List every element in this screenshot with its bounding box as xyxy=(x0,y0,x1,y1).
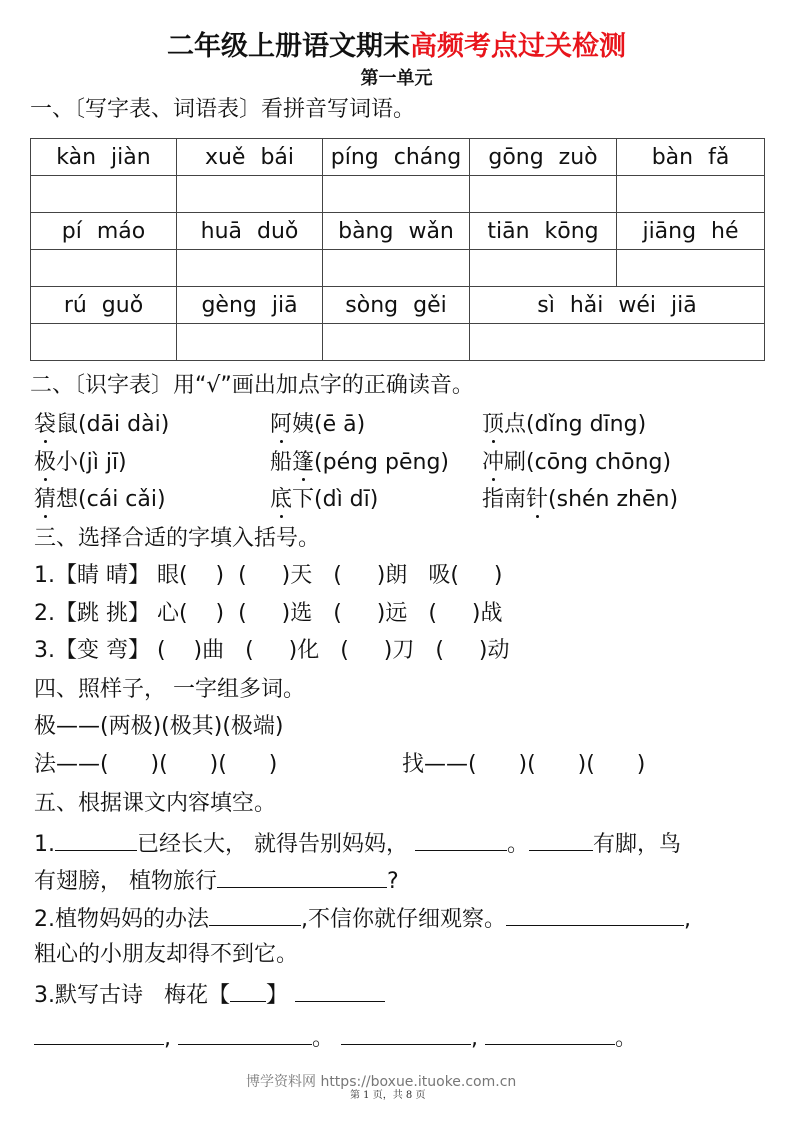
watermark: 博学资料网 https://boxue.ituoke.com.cn xyxy=(246,1074,517,1090)
fill-line-1: 1. 已经长大， 就得告别妈妈， 。 有脚，鸟 xyxy=(34,828,681,859)
dotted-char: 篷 xyxy=(292,450,315,475)
reading-item: 顶点(dǐng dīng) xyxy=(482,412,647,437)
title-red: 高频考点过关检测 xyxy=(410,31,626,62)
dotted-char: 极 xyxy=(34,450,57,475)
choice-line-2[interactable]: 2.【跳 挑】 心( ) ( )选 ( )远 ( )战 xyxy=(34,601,503,626)
reading-options[interactable]: (péng pēng) xyxy=(314,450,450,475)
unit-subtitle: 第一单元 xyxy=(360,68,433,89)
dotted-char: 顶 xyxy=(482,412,505,437)
reading-options[interactable]: (shén zhēn) xyxy=(548,487,679,512)
blank-field[interactable] xyxy=(209,903,301,926)
pinyin-cell: bàng wǎn xyxy=(323,213,470,250)
pinyin-cell: jiāng hé xyxy=(617,213,765,250)
answer-cell[interactable] xyxy=(177,324,323,361)
pinyin-row xyxy=(31,287,765,324)
pinyin-cell: xuě bái xyxy=(177,139,323,176)
poet-blank[interactable] xyxy=(230,979,266,1002)
dotted-char: 猜 xyxy=(34,487,57,512)
reading-options[interactable]: (jì jī) xyxy=(78,450,127,475)
pinyin-cell: huā duǒ xyxy=(177,213,323,250)
blank-field[interactable] xyxy=(55,828,137,851)
page-number: 第 1 页，共 8 页 xyxy=(350,1090,426,1101)
example-line: 极——(两极)(极其)(极端) xyxy=(34,714,284,739)
pinyin-cell: píng cháng xyxy=(323,139,470,176)
blank-field[interactable] xyxy=(217,865,387,888)
pinyin-row xyxy=(31,213,765,250)
answer-cell[interactable] xyxy=(617,250,765,287)
poem-lines: , 。 , 。 xyxy=(34,1022,637,1053)
pinyin-table xyxy=(30,138,765,361)
pinyin-cell: kàn jiàn xyxy=(31,139,177,176)
reading-options[interactable]: (dāi dài) xyxy=(78,412,170,437)
reading-item: 袋鼠(dāi dài) xyxy=(34,412,170,437)
fill-line-2b: 粗心的小朋友却得不到它。 xyxy=(34,942,299,967)
reading-options[interactable]: (ē ā) xyxy=(314,412,366,437)
blank-field[interactable] xyxy=(506,903,684,926)
reading-item: 阿姨(ē ā) xyxy=(270,412,366,437)
reading-options[interactable]: (cōng chōng) xyxy=(526,450,672,475)
poem-blank[interactable] xyxy=(34,1022,164,1045)
answer-cell-wide[interactable] xyxy=(470,324,765,361)
choice-line-3[interactable]: 3.【变 弯】 ( )曲 ( )化 ( )刀 ( )动 xyxy=(34,638,510,663)
answer-cell[interactable] xyxy=(31,324,177,361)
reading-item: 极小(jì jī) xyxy=(34,450,127,475)
answer-cell[interactable] xyxy=(470,250,617,287)
answer-cell[interactable] xyxy=(323,176,470,213)
fill-line-2: 2.植物妈妈的办法 ,不信你就仔细观察。 , xyxy=(34,903,691,934)
pinyin-cell: rú guǒ xyxy=(31,287,177,324)
poem-blank[interactable] xyxy=(485,1022,615,1045)
poem-blank[interactable] xyxy=(178,1022,312,1045)
reading-options[interactable]: (dǐng dīng) xyxy=(526,412,647,437)
dotted-char: 针 xyxy=(526,487,549,512)
pinyin-cell: tiān kōng xyxy=(470,213,617,250)
reading-item: 猜想(cái cǎi) xyxy=(34,487,166,512)
dynasty-blank[interactable] xyxy=(295,979,385,1002)
blank-field[interactable] xyxy=(415,828,507,851)
blank-field[interactable] xyxy=(529,828,593,851)
answer-row xyxy=(31,176,765,213)
pinyin-cell-wide: sì hǎi wéi jiā xyxy=(470,287,765,324)
pinyin-cell: bàn fǎ xyxy=(617,139,765,176)
pinyin-row xyxy=(31,139,765,176)
answer-cell[interactable] xyxy=(617,176,765,213)
word-group-fa[interactable]: 法——( )( )( ) xyxy=(34,752,278,777)
reading-options[interactable]: (cái cǎi) xyxy=(78,487,166,512)
dotted-char: 袋 xyxy=(34,412,57,437)
title-black: 二年级上册语文期末 xyxy=(167,31,410,62)
dotted-char: 冲 xyxy=(482,450,505,475)
pinyin-cell: gōng zuò xyxy=(470,139,617,176)
pinyin-cell: sòng gěi xyxy=(323,287,470,324)
dotted-char: 阿 xyxy=(270,412,293,437)
answer-cell[interactable] xyxy=(31,250,177,287)
pinyin-cell: pí máo xyxy=(31,213,177,250)
section4-heading: 四、照样子， 一字组多词。 xyxy=(34,677,305,702)
word-group-zhao[interactable]: 找——( )( )( ) xyxy=(402,752,646,777)
answer-cell[interactable] xyxy=(323,250,470,287)
reading-item: 冲刷(cōng chōng) xyxy=(482,450,672,475)
reading-item: 指南针(shén zhēn) xyxy=(482,487,679,512)
answer-cell[interactable] xyxy=(323,324,470,361)
page-title xyxy=(0,24,793,63)
choice-line-1[interactable]: 1.【睛 晴】 眼( ) ( )天 ( )朗 吸( ) xyxy=(34,563,503,588)
dotted-char: 底 xyxy=(270,487,293,512)
reading-item: 船篷(péng pēng) xyxy=(270,450,450,475)
answer-cell[interactable] xyxy=(177,250,323,287)
fill-line-1b: 有翅膀， 植物旅行 ? xyxy=(34,865,399,896)
section1-heading: 一、〔写字表、词语表〕看拼音写词语。 xyxy=(30,97,416,122)
answer-cell[interactable] xyxy=(177,176,323,213)
reading-item: 底下(dì dī) xyxy=(270,487,379,512)
answer-row xyxy=(31,250,765,287)
section2-heading: 二、〔识字表〕用“√”画出加点字的正确读音。 xyxy=(30,373,474,398)
pinyin-cell: gèng jiā xyxy=(177,287,323,324)
poem-blank[interactable] xyxy=(341,1022,471,1045)
section3-heading: 三、选择合适的字填入括号。 xyxy=(34,526,321,551)
answer-row xyxy=(31,324,765,361)
fill-line-3: 3.默写古诗 梅花【 】 xyxy=(34,979,385,1010)
answer-cell[interactable] xyxy=(470,176,617,213)
reading-options[interactable]: (dì dī) xyxy=(314,487,379,512)
section5-heading: 五、根据课文内容填空。 xyxy=(34,791,277,816)
answer-cell[interactable] xyxy=(31,176,177,213)
